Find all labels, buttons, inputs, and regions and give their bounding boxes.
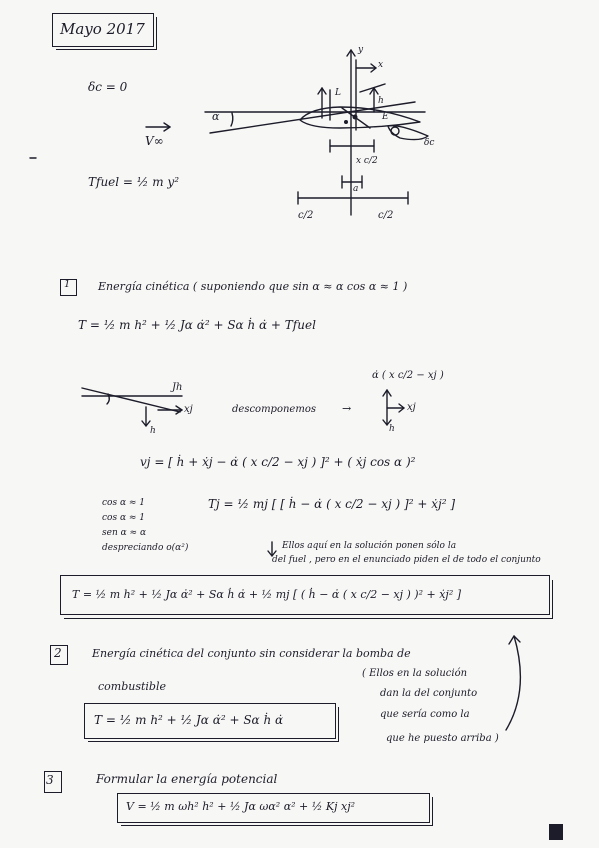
- label-e: E: [382, 112, 389, 122]
- section3-number: 3: [46, 773, 54, 787]
- section1-result: T = ½ m h² + ½ Jα α̇² + Sα ḣ α̇ + ½ mj [ ( ḣ − α̇ ( x c/2 − xj ) )² + ẋj² ]: [72, 588, 462, 601]
- label-h-small: h: [150, 426, 156, 436]
- section2-heading: Energía cinética del conjunto sin considerar la bomba de: [92, 647, 411, 660]
- comment-line-1: Ellos aquí en la solución ponen sólo la: [282, 541, 457, 551]
- label-xc: x c/2: [356, 156, 378, 166]
- section2-number: 2: [54, 646, 62, 660]
- vector-h-label: h: [389, 424, 395, 434]
- airfoil-diagram: [0, 0, 599, 260]
- equation-tj: Tj = ½ mj [ [ ḣ − α̇ ( x c/2 − xj ) ]² + ẋj² ]: [208, 497, 456, 511]
- descompongo-text: descomponemos: [232, 404, 316, 415]
- side-note-arrow: [500, 630, 540, 740]
- label-h: h: [378, 96, 384, 106]
- alpha-label: α: [212, 110, 220, 123]
- section1-heading: Energía cinética ( suponiendo que sin α ≈ α cos α ≈ 1 ): [98, 280, 408, 293]
- section1-number: 1: [64, 279, 71, 290]
- label-c2-left: c/2: [298, 210, 314, 221]
- section2-result: T = ½ m h² + ½ Jα α̇² + Sα ḣ α̇: [94, 713, 284, 727]
- note-line-3: sen α ≈ α: [102, 528, 147, 538]
- side-note-3: que sería como la: [380, 709, 470, 720]
- side-note-2: dan la del conjunto: [380, 688, 478, 699]
- label-jh: Jh: [172, 382, 183, 393]
- label-l: L: [335, 88, 341, 98]
- note-line-2: cos α ≈ 1: [102, 513, 146, 523]
- label-a: a: [353, 184, 359, 194]
- label-c2-right: c/2: [378, 210, 394, 221]
- v-inf-label: V∞: [145, 134, 164, 148]
- section1-equation-t: T = ½ m h² + ½ Jα α̇² + Sα ḣ α̇ + Tfuel: [78, 318, 316, 332]
- label-xj: xj: [184, 404, 193, 415]
- fuel-kinetic-energy: Tfuel = ½ m y²: [88, 175, 180, 189]
- note-line-1: cos α ≈ 1: [102, 498, 146, 508]
- equation-vj: vj = [ ḣ + ẋj − α̇ ( x c/2 − xj ) ]² + ( ẋj cos α )²: [140, 455, 416, 469]
- page-title: Mayo 2017: [60, 20, 145, 38]
- comment-arrow: [262, 540, 282, 560]
- vector-top-label: α̇ ( x c/2 − xj ): [372, 370, 444, 381]
- section2-heading-2: combustible: [98, 680, 166, 693]
- label-x: x: [378, 60, 384, 70]
- note-line-4: despreciando o(α²): [102, 543, 189, 553]
- section3-heading: Formular la energía potencial: [96, 772, 278, 786]
- delta-c-label: δc = 0: [88, 80, 128, 94]
- label-dc: δc: [424, 138, 435, 148]
- corner-mark: [549, 824, 563, 840]
- section3-result: V = ½ m ωh² h² + ½ Jα ωα² α² + ½ Kj xj²: [126, 800, 356, 813]
- comment-line-2: del fuel , pero en el enunciado piden el de todo el conjunto: [272, 555, 541, 565]
- side-note-4: que he puesto arriba ): [386, 733, 499, 744]
- label-y: y: [358, 45, 364, 55]
- side-note-1: ( Ellos en la solución: [362, 668, 468, 679]
- arrow-glyph: →: [342, 402, 352, 415]
- vector-xj-label: xj: [407, 402, 416, 413]
